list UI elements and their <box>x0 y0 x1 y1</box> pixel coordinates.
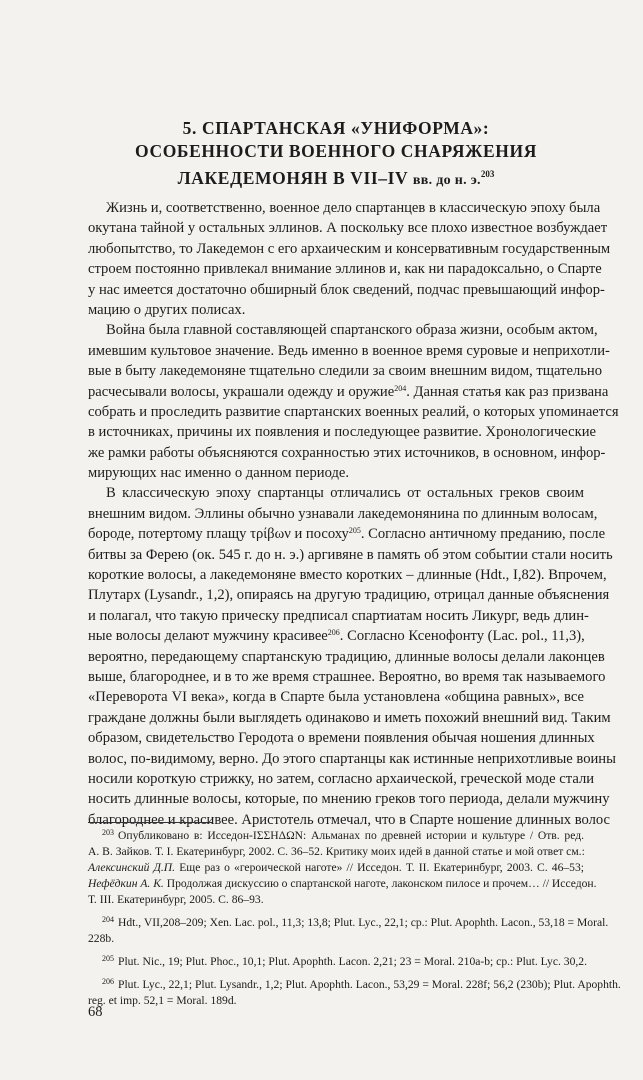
footnote-line <box>88 876 597 892</box>
text-line: мацию о других полисах. <box>88 301 246 318</box>
text-line: же рамки работы объясняются сохранностью этих источников, в основном, инфор- <box>88 444 606 461</box>
footnote-line: Т. III. Екатеринбург, 2005. С. 86–93. <box>88 893 264 906</box>
footnote-line: 228b. <box>88 932 115 945</box>
text-line: выше, благороднее, и в то же время страшнее. Вероятно, во время так называемого <box>88 668 606 685</box>
footnote-line <box>88 860 584 876</box>
text-line: граждане должны были выглядеть одинаково и иметь похожий внешний вид. Таким <box>88 709 611 726</box>
footnote-text: Hdt., VII,208–209; Xen. Lac. pol., 11,3; 13,8; Plut. Lyc., 22,1; ср.: Plut. Apophth. Lacon., 53,18 = Moral. <box>118 916 609 929</box>
text-line: собрать и проследить развитие спартанских военных реалий, о которых упоминается <box>88 403 619 420</box>
main-text <box>88 198 619 830</box>
text-line: короткие волосы, а лакедемоняне вместо коротких – длинные (Hdt., I,82). Впрочем, <box>88 567 607 584</box>
text-fragment: . Согласно античному преданию, после <box>360 526 606 543</box>
footnote-ref-205[interactable]: 205 <box>348 526 361 536</box>
heading-line-2: ОСОБЕННОСТИ ВОЕННОГО СНАРЯЖЕНИЯ <box>135 141 537 161</box>
text-line: любопытство, то Лакедемон с его архаическим и консервативным государственным <box>88 240 611 257</box>
text-fragment: бороде, потертому плащу τρίβων и посоху <box>88 526 349 543</box>
book-page <box>88 0 621 1080</box>
text-line <box>88 524 606 544</box>
text-line: имевшим культовое значение. Ведь именно в военное время суровые и неприхотли- <box>88 342 610 359</box>
heading-line-3 <box>88 163 584 192</box>
text-line: в источниках, причины их появления и последующее развитие. Хронологические <box>88 424 596 441</box>
heading-line-3-main: ЛАКЕДЕМОНЯН В VII–IV <box>177 168 413 188</box>
footnote-203 <box>88 828 597 908</box>
footnote-ref-204[interactable]: 204 <box>394 383 407 393</box>
text-line: вые в быту лакедемоняне тщательно следили за своим внешним видом, тщательно <box>88 363 603 380</box>
footnote-line <box>88 977 621 993</box>
footnote-line <box>88 915 609 931</box>
text-line <box>88 382 609 402</box>
footnote-ref-206[interactable]: 206 <box>327 628 340 638</box>
author-name: Алексинский Д.П. <box>88 861 176 874</box>
footnotes <box>88 828 621 1016</box>
footnote-line: А. В. Зайков. Т. I. Екатеринбург, 2002. С. 36–52. Критику моих идей в данной статье и мой ответ см.: <box>88 845 585 858</box>
footnote-number: 206 <box>102 977 114 986</box>
text-line: носили короткую стрижку, но затем, согласно архаической, греческой моде стали <box>88 770 595 787</box>
text-line: битвы за Ферею (ок. 545 г. до н. э.) аргивяне в память об этом событии стали носить <box>88 546 613 563</box>
footnote-line <box>88 954 587 970</box>
chapter-heading <box>88 117 584 192</box>
footnote-text: Plut. Lyc., 22,1; Plut. Lysandr., 1,2; Plut. Apophth. Lacon., 53,29 = Moral. 228f; 56,2 (230b); Plut. Apophth. <box>118 978 621 991</box>
text-fragment: . Согласно Ксенофонту (Lac. pol., 11,3), <box>339 628 585 645</box>
footnote-text: Продолжая дискуссию о спартанской наготе, лаконском пилосе и прочем… // Исседон. <box>163 877 597 890</box>
text-line: внешним видом. Эллины обычно узнавали лакедемонянина по длинным волосам, <box>88 505 598 522</box>
footnote-number: 205 <box>102 954 114 963</box>
text-line: мирующих нас именно о данном периоде. <box>88 465 350 482</box>
text-line: благороднее и красивее. Аристотель отмечал, что в Спарте ношение длинных волос <box>88 811 611 828</box>
text-line: Плутарх (Lysandr., 1,2), опираясь на другую традицию, отрицал данные объяснения <box>88 587 610 604</box>
text-line: и полагал, что такую прическу предписал спартиатам носить Ликург, ведь длин- <box>88 607 589 624</box>
text-line: у нас имеется достаточно обширный блок сведений, подчас превышающий инфор- <box>88 281 605 298</box>
text-line: образом, свидетельство Геродота о времени появления обычая ношения длинных <box>88 730 595 747</box>
text-fragment: расчесывали волосы, украшали одежду и оружие <box>88 383 395 400</box>
footnote-line: reg. et imp. 52,1 = Moral. 189d. <box>88 994 237 1007</box>
footnote-number: 203 <box>102 828 114 837</box>
text-line: «Переворота VI века», когда в Спарте была установлена «община равных», все <box>88 689 584 706</box>
heading-line-1: 5. СПАРТАНСКАЯ «УНИФОРМА»: <box>182 118 490 138</box>
text-line: носить длинные волосы, которые, по мнению греков того периода, делали мужчину <box>88 791 610 808</box>
text-line: В классическую эпоху спартанцы отличались от остальных греков своим <box>106 485 584 502</box>
text-line: вероятно, передающему спартанскую традицию, длинные волосы делали лаконцев <box>88 648 605 665</box>
footnote-text: Еще раз о «героической наготе» // Исседон. Т. II. Екатеринбург, 2003. С. 46–53; <box>175 861 584 874</box>
author-name: Нефёдкин А. К. <box>88 877 164 890</box>
footnote-text: Опубликовано в: Исседон-ΙΣΣΗΔΩΝ: Альманах по древней истории и культуре / Отв. ред. <box>118 829 584 842</box>
footnote-ref-203[interactable]: 203 <box>480 169 495 179</box>
text-fragment: ные волосы делают мужчину красивее <box>88 628 328 645</box>
footnote-number: 204 <box>102 915 114 924</box>
heading-line-3-small: вв. до н. э. <box>412 173 481 188</box>
text-fragment: . Данная статья как раз призвана <box>406 383 609 400</box>
footnote-line <box>88 828 584 844</box>
footnote-204 <box>88 915 609 947</box>
footnote-205 <box>88 954 587 970</box>
text-line: строем постоянно привлекал внимание эллинов и, как ни парадоксально, о Спарте <box>88 261 602 278</box>
text-line: Жизнь и, соответственно, военное дело спартанцев в классическую эпоху была <box>106 200 601 216</box>
text-line: окутана тайной у остальных эллинов. А поскольку все плохо известное возбуждает <box>88 220 608 237</box>
page-number: 68 <box>88 1004 103 1020</box>
footnote-divider <box>88 822 212 823</box>
text-line: волос, по-видимому, верно. До этого спартанцы как истинные неприхотливые воины <box>88 750 616 767</box>
text-line: Война была главной составляющей спартанского образа жизни, особым актом, <box>106 322 598 339</box>
footnote-206 <box>88 977 621 1009</box>
footnote-text: Plut. Nic., 19; Plut. Phoc., 10,1; Plut. Apophth. Lacon. 2,21; 23 = Moral. 210a-b; ср.: Plut. Lyc. 30,2. <box>118 955 587 968</box>
text-line <box>88 626 584 646</box>
